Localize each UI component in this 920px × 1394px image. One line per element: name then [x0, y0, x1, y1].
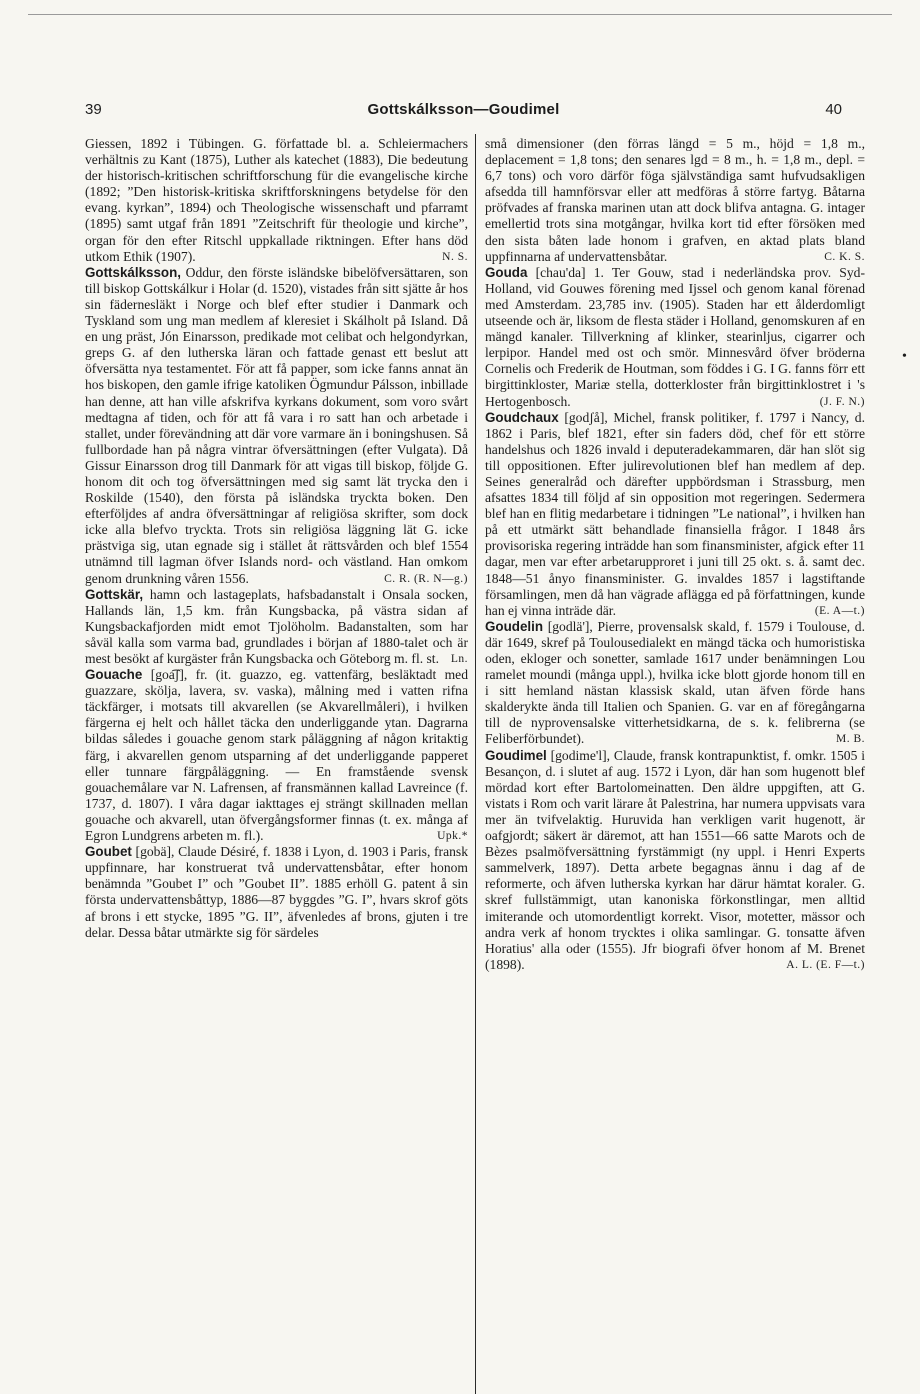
entry-signature: (J. F. N.)	[819, 395, 865, 408]
entry-headword: Goudimel	[485, 747, 547, 763]
entry-headword: Gouache	[85, 667, 143, 683]
entry-signature: Ln.	[450, 653, 468, 665]
entry-signature: C. R. (R. N—g.)	[384, 572, 468, 585]
article-entry	[485, 410, 865, 619]
entry-headword: Gottskär,	[85, 586, 144, 602]
entry-signature: (E. A—t.)	[814, 604, 865, 617]
running-title: Gottskálksson—Goudimel	[367, 101, 560, 118]
article-entry	[485, 265, 865, 410]
right-column	[485, 136, 865, 973]
page-header	[85, 101, 842, 123]
entry-signature: N. S.	[442, 250, 468, 263]
entry-body: Oddur, den förste isländske bibelöfversättaren, son till biskop Gottskálkur i Holar (d. 1520), vistades från sitt sjätte år hos sin fädernesläkt i Norge och blef efter studier i Danmark och Tyskland som ung man medlem af kleresiet i Skálholt på Island. Då en ung präst, Jón Einarsson, predikade mot celibat och helgondyrkan, greps G. af den lutherska läran och fattade genast ett beslut att öfversätta nya testamentet. För att få papper, som icke fanns annat än hos biskopen, den gamle ifrige katoliken Ögmundur Pálsson, inbillade han denne, att han ville afskrifva kyrkans dokument, som voro svårt medtagna af tiden, och för att få vara i ro satt han och arbetade i stallet, under förevändning att där vore varmare än i boningshusen. Så fullbordade han på några vintrar öfversättningen (efter Vulgata). Då Gissur Einarsson drog till Danmark för att vigas till biskop, följde G. honom dit och tog öfversättningen med sig samt lät trycka den i Roskilde (1540), den första på isländska tryckta boken. Den efterföljdes af andra öfversättningar af religiösa skrifter, som dock icke alla blefvo tryckta. Trots sin religiösa läggning lät G. icke prästviga sig, utan egnade sig i stället åt rättsvården och blef 1554 utnämnd till lagman öfver Islands nord- och västland. Han omkom genom drunkning våren 1556.	[85, 264, 468, 586]
entry-body: Giessen, 1892 i Tübingen. G. författade bl. a. Schleiermachers verhältnis zu Kant (1875), Luther als katechet (1883), Die bedeutung der historisch-kritischen schriftforschung für die evangelische kirche (1892; ”Den historisk-kritiska skriftforskningens betydelse för den evang. kyrkan”, 1894) och Theologische wissenschaft und pfarramt (1895) samt utgaf från 1891 ”Zeitschrift für theologie und kirche”, organ för den efter Ritschl uppkallade riktningen. Efter hans död utkom Ethik (1907).	[85, 136, 468, 264]
entry-body: [godime'l], Claude, fransk kontrapunktist, f. omkr. 1505 i Besançon, d. i slutet af aug. 1572 i Lyon, där han som hugenott blef mördad kort efter Bartolomeinatten. Den äldre uppgiften, att G. vistats i Rom och varit lärare åt Palestrina, har numera uppvisats vara mer än tvifvelaktig. Huruvida han verkligen varit hugenott, är oafgjordt; säkert är däremot, att han 1551—66 satte Marots och de Bèzes psalmöfversättning fyrstämmigt (ny uppl. i Henri Experts sammelverk, 1897). Detta arbete begagnas ännu i dag af de reformerte, och äfven lutherska kyrkan har därur hämtat koraler. G. skref fullstämmigt, utan kanoniska förkonstlingar, men alltid imiterande och utomordentligt korrekt. Visor, motetter, mässor och andra verk af honom trycktes i olika samlingar. G. tonsatte äfven Horatius' alla oder (1555). Jfr biografi öfver honom af M. Brenet (1898).	[485, 747, 865, 972]
article-entry	[485, 619, 865, 748]
article-entry	[85, 587, 468, 667]
top-rule	[28, 14, 892, 15]
entry-body: [chau'da] 1. Ter Gouw, stad i nederländska prov. Syd-Holland, vid Gouwes förening med Ijssel och genom kanal förenad med Amsterdam. 23,785 inv. (1905). Staden har ett ålderdomligt utseende och är, liksom de flesta städer i Holland, genomskuren af en mängd kanaler. Tillverkning af klinker, stearinljus, cigarrer och lerpipor. Handel med ost och smör. Minnesvård öfver bröderna Cornelis och Frederik de Houtman, som föddes i G. I G. fanns förr ett birgittinkloster, Mariæ stella, dotterkloster från birgittinklostret i 's Hertogenbosch.	[485, 264, 865, 409]
entry-signature: Upk.*	[437, 830, 468, 843]
entry-body: [gobä], Claude Désiré, f. 1838 i Lyon, d. 1903 i Paris, fransk uppfinnare, har konstruerat två undervattensbåtar, efter honom benämnda ”Goubet I” och ”Goubet II”. 1885 erhöll G. patent å sin första undervattensbåttyp, 1886—87 byggdes ”G. I”, hvars skrof göts af brons i ett stycke, 1895 ”G. II”, äfvenledes af brons, gjuten i tre delar. Dessa båtar utmärkte sig för särdeles	[85, 844, 468, 940]
article-entry	[85, 136, 468, 265]
entry-body: hamn och lastageplats, hafsbadanstalt i Onsala socken, Hallands län, 1,5 km. från Kungsbacka, på västra sidan af Kungsbackafjorden midt emot Tjolöholm. Badanstalten, som har såväl kalla som varma bad, grundlades i början af 1880-talet och är mest besökt af kurgäster från Kungsbacka och Göteborg m. fl. st.	[85, 586, 468, 666]
column-divider	[475, 134, 476, 1394]
entry-signature: A. L. (E. F—t.)	[786, 958, 865, 971]
entry-headword: Goudchaux	[485, 409, 559, 425]
entry-body: [godlä'], Pierre, provensalsk skald, f. 1579 i Toulouse, d. där 1649, skref på Toulousedialekt en mängd täcka och humoristiska oden, ekloger och sonetter, samlade 1617 under benämningen Lou ramelet moundi (många uppl.), hvilka icke blott gjorde honom till en i sitt hemland nästan klassisk skald, utan äfven förde hans skalderykte ända till Italien och Spanien. G. var en af föregångarna till de nyprovensalske vitterhetsidkarna, de s. k. felibrerna (se Feliberförbundet).	[485, 618, 865, 747]
article-entry	[85, 265, 468, 587]
entry-body: små dimensioner (den förras längd = 5 m., höjd = 1,8 m., deplacement = 1,8 tons; den senares lgd = 8 m., h. = 1,8 m., depl. = 6,7 tons) och voro därför föga självständiga samt hufvudsakligen afsedda till hamnförsvar eller att medföras å större fartyg. Båtarna pröfvades af franska marinen utan att dock blifva antagna. G. intager emellertid trots sina motgångar, hvilka kort tid efter försöken med den sista båten lade honom i grafven, en aktad plats bland uppfinnarna af undervattensbåtar.	[485, 136, 865, 264]
entry-signature: M. B.	[835, 733, 865, 746]
page-number-left: 39	[85, 101, 102, 118]
entry-body: [goa͡ʃ], fr. (it. guazzo, eg. vattenfärg, besläktadt med guazzare, skölja, lavera, sv. vaska), målning med i vatten rifna täckfärger, i motsats till akvarellen (se Akvarellmåleri), i hvilken färgerna ej helt och hållet täcka den underliggande ytan. Dagrarna bildas således i gouache genom stark påläggning af någon kritaktig färg, i akvarellen genom utsparning af det underliggande papperet eller tunnare färgpåläggning. — En framstående svensk gouachemålare var N. Lafrensen, af fransmännen kallad Lavreince (f. 1737, d. 1807). I våra dagar iakttages ej strängt skillnaden mellan gouache och akvarell, utan öfvergångsformer finnas (t. ex. många af Egron Lundgrens arbeten m. fl.).	[85, 667, 468, 844]
entry-signature: C. K. S.	[824, 250, 865, 263]
entry-headword: Goudelin	[485, 618, 544, 634]
article-entry	[485, 748, 865, 973]
article-entry	[85, 667, 468, 844]
margin-mark: •	[902, 349, 907, 364]
article-entry	[85, 844, 468, 941]
page-number-right: 40	[825, 101, 842, 118]
entry-headword: Goubet	[85, 844, 132, 860]
left-column	[85, 136, 468, 941]
entry-headword: Gouda	[485, 264, 528, 280]
entry-body: [godʃå], Michel, fransk politiker, f. 1797 i Nancy, d. 1862 i Paris, blef 1821, efter sin faders död, chef för ett större handelshus och 1826 invald i deputeradekammaren, där han slöt sig till oppositionen. Efter julirevolutionen blef han medlem af dep. Seines generalråd och därefter uppbördsman i Strassburg, men afsattes 1834 till följd af sin opposition mot regeringen. Sedermera blef han en flitig medarbetare i tidningen ”Le national”, i hvilken han på ett utmärkt sätt behandlade finansiella frågor. I 1848 års provisoriska regering inträdde han som finansminister, afgick efter 11 dagar, men var efter arbetarupproret i juni till 25 okt. s. å. samt dec. 1848—51 ånyo finansminister. G. invaldes 1857 i lagstiftande församlingen, men då han vägrade aflägga ed på författningen, kunde han ej vinna inträde där.	[485, 409, 865, 618]
entry-headword: Gottskálksson,	[85, 264, 181, 280]
article-entry	[485, 136, 865, 265]
